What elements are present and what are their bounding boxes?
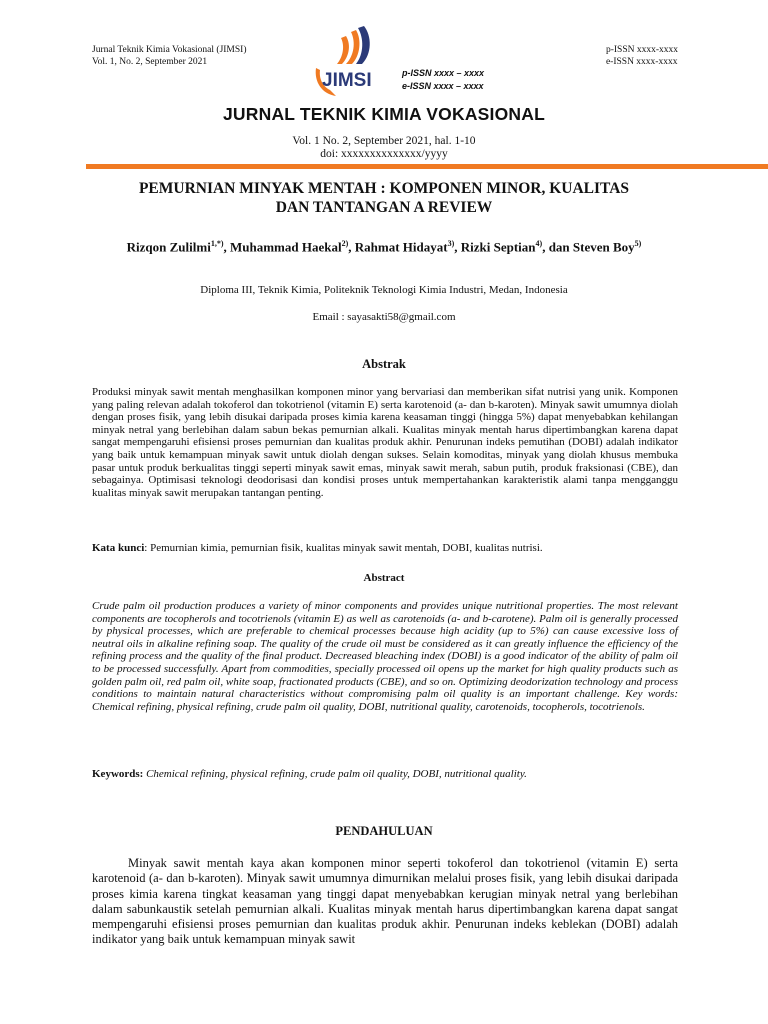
pissn-header: p-ISSN xxxx-xxxx xyxy=(605,45,678,55)
author-separator: , dan xyxy=(542,239,573,255)
kata-kunci xyxy=(92,542,678,554)
author-separator: , xyxy=(223,239,230,255)
author-name: Rahmat Hidayat xyxy=(354,239,448,255)
doi: doi: xxxxxxxxxxxxxx/yyyy xyxy=(320,148,448,160)
logo-pissn: p-ISSN xxxx – xxxx xyxy=(402,68,485,78)
volume-info-block xyxy=(0,135,768,161)
journal-title: JURNAL TEKNIK KIMIA VOKASIONAL xyxy=(223,104,545,124)
author-affiliation-mark: 5) xyxy=(634,239,642,248)
abstract-heading: Abstract xyxy=(363,572,405,584)
author-name: Rizki Septian xyxy=(460,239,536,255)
journal-name-header: Jurnal Teknik Kimia Vokasional (JIMSI) xyxy=(92,45,247,55)
running-header-right xyxy=(606,44,678,68)
email: Email : sayasakti58@gmail.com xyxy=(312,311,456,323)
author-affiliation-mark: 2) xyxy=(341,239,349,248)
abstrak-heading: Abstrak xyxy=(362,357,406,371)
logo-eissn: e-ISSN xxxx – xxxx xyxy=(402,81,484,91)
volume-info: Vol. 1 No. 2, September 2021, hal. 1-10 xyxy=(292,135,476,147)
keywords-text: Chemical refining, physical refining, crude palm oil quality, DOBI, nutritional quality. xyxy=(143,768,527,780)
author-affiliation-mark: 1,*) xyxy=(210,239,224,248)
volume-header: Vol. 1, No. 2, September 2021 xyxy=(92,57,208,67)
author-affiliation-mark: 3) xyxy=(447,239,455,248)
author-affiliation-mark: 4) xyxy=(535,239,543,248)
logo-wordmark: JIMSI xyxy=(322,70,372,91)
running-header-left xyxy=(92,44,247,68)
author-name: Steven Boy xyxy=(572,239,635,255)
keywords xyxy=(92,768,678,780)
keywords-label: Keywords: xyxy=(92,768,144,780)
section-heading: PENDAHULUAN xyxy=(335,824,433,838)
affiliation: Diploma III, Teknik Kimia, Politeknik Teknologi Kimia Industri, Medan, Indonesia xyxy=(200,284,568,296)
jimsi-logo xyxy=(306,24,396,104)
jimsi-logo-graphic xyxy=(306,24,396,104)
author-name: Muhammad Haekal xyxy=(230,239,342,255)
header-divider xyxy=(86,164,768,169)
author-separator: , xyxy=(348,239,355,255)
author-separator: , xyxy=(454,239,461,255)
abstrak-text: Produksi minyak sawit mentah menghasilkan komponen minor yang bervariasi dan memberikan sifat nutrisi yang unik. Komponen yang paling relevan adalah tokoferol dan tokotrienol (vitamin E) serta karotenoid (a- dan b-karoten). Minyak sawit umumnya diolah dengan proses fisik, yang lebih disukai daripada proses kimia karena keasaman tinggi (hingga 5%) dapat menyebabkan kehilangan minyak netral yang berlebihan dalam sabun bekas pemurnian alkali. Kualitas minyak mentah harus dipertimbangkan karena dapat sangat mempengaruhi efisiensi proses pemurnian dan kualitas produk akhir. Penurunan indeks pemutihan (DOBI) adalah indikator yang baik untuk kemampuan minyak sawit untuk diolah dengan sukses. Selain komoditas, minyak yang diolah khusus membuka pasar untuk produk berkualitas tinggi seperti minyak sawit emas, minyak sawit merah, sabun putih, produk fraksionasi (CBE), dan sebagainya. Optimisasi teknologi deodorisasi dan kondisi proses untuk mempertahankan karakteristik alami tanpa mengganggu kualitas minyak sawit merupakan tantangan penting. xyxy=(92,386,678,499)
section-body: Minyak sawit mentah kaya akan komponen minor seperti tokoferol dan tokotrienol (vitamin E) serta karotenoid (a- dan b-karoten). Minyak sawit umumnya dimurnikan melalui proses fisik, yang lebih disukai daripada proses kimia karena tingkat keasaman yang tinggi dapat menyebabkan kerugian minyak netral yang berlebihan dalam sabunkaustik setelah pemurnian alkali. Kualitas minyak mentah harus dipertimbangkan karena dapat sangat mempengaruhi efisiensi proses pemurnian dan kualitas produk akhir. Penurunan indeks keblekan (DOBI) adalah indikator yang baik untuk kemampuan minyak sawit xyxy=(92,856,678,947)
paper-title-line: DAN TANTANGAN A REVIEW xyxy=(275,199,493,216)
eissn-header: e-ISSN xxxx-xxxx xyxy=(605,57,678,67)
author-list xyxy=(100,235,668,256)
paper-title xyxy=(100,179,668,217)
kata-kunci-text: : Pemurnian kimia, pemurnian fisik, kualitas minyak sawit mentah, DOBI, kualitas nutrisi. xyxy=(144,542,543,554)
author-name: Rizqon Zulilmi xyxy=(126,239,211,255)
abstract-text: Crude palm oil production produces a variety of minor components and provides unique nutritional properties. The most relevant components are tocopherols and tocotrienols (vitamin E) as well as carotenoids (a- and b-carotene). Palm oil is generally processed by physical processes, which are preferable to chemical processes because high acidity (up to 5%) can cause excessive loss of neutral oils in alkaline refining soap. The quality of the crude oil must be considered as it can greatly influence the efficiency of the refining process and the quality of the final product. Decreased bleaching index (DOBI) is a good indicator of the ability of palm oil to be processed successfully. Apart from commodities, specially processed oil opens up the market for high quality products such as golden palm oil, red palm oil, white soap, fractionated products (CBE), and so on. Optimizing deodorization technology and process conditions to maintain natural characteristics without compromising palm oil quality is an important challenge. Key words: Chemical refining, physical refining, crude palm oil quality, DOBI, nutritional quality, carotenoids, tocopherols, tocotrienols. xyxy=(92,600,678,713)
logo-issn-block xyxy=(402,67,484,93)
paper-title-line: PEMURNIAN MINYAK MENTAH : KOMPONEN MINOR, KUALITAS xyxy=(138,180,630,197)
kata-kunci-label: Kata kunci xyxy=(92,542,145,554)
